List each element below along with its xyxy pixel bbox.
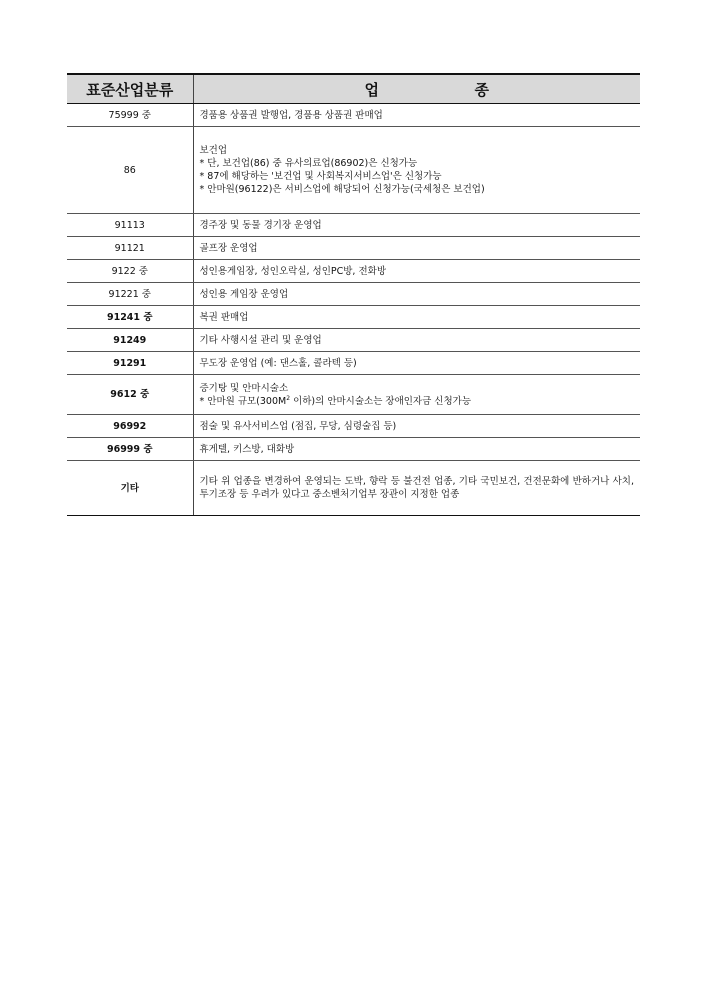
industry-code: 91249 bbox=[67, 329, 193, 352]
industry-code: 91113 bbox=[67, 214, 193, 237]
industry-code: 기타 bbox=[67, 461, 193, 516]
table-row bbox=[67, 352, 640, 375]
industry-desc: 골프장 운영업 bbox=[193, 237, 640, 260]
industry-code: 75999 중 bbox=[67, 104, 193, 127]
table-row bbox=[67, 461, 640, 516]
industry-code: 91241 중 bbox=[67, 306, 193, 329]
industry-desc: 경품용 상품권 발행업, 경품용 상품권 판매업 bbox=[193, 104, 640, 127]
table-header-row bbox=[67, 74, 640, 104]
industry-desc: 휴게텔, 키스방, 대화방 bbox=[193, 438, 640, 461]
industry-desc: 복권 판매업 bbox=[193, 306, 640, 329]
table-row bbox=[67, 104, 640, 127]
table-row bbox=[67, 415, 640, 438]
desc-line: 증기탕 및 안마시술소 bbox=[199, 382, 289, 394]
industry-code: 9122 중 bbox=[67, 260, 193, 283]
desc-paragraph: 기타 위 업종을 변경하여 운영되는 도박, 향락 등 불건전 업종, 기타 국민보건, 건전문화에 반하거나 사치, 투기조장 등 우려가 있다고 중소벤처기업부 장관이 지정한 업종 bbox=[199, 476, 634, 500]
table-row bbox=[67, 375, 640, 415]
table-row bbox=[67, 127, 640, 214]
desc-line: 보건업 bbox=[199, 145, 228, 156]
header-desc-word-1: 업 bbox=[364, 80, 379, 99]
industry-code: 86 bbox=[67, 127, 193, 214]
table-row bbox=[67, 260, 640, 283]
industry-code: 91121 bbox=[67, 237, 193, 260]
industry-code: 91221 중 bbox=[67, 283, 193, 306]
table-row bbox=[67, 329, 640, 352]
industry-desc: 성인용게임장, 성인오락실, 성인PC방, 전화방 bbox=[193, 260, 640, 283]
industry-code: 96999 중 bbox=[67, 438, 193, 461]
table-row bbox=[67, 306, 640, 329]
desc-line: * 안마원(96122)은 서비스업에 해당되어 신청가능(국세청은 보건업) bbox=[199, 184, 485, 195]
table-row bbox=[67, 214, 640, 237]
industry-desc bbox=[193, 375, 640, 415]
header-desc bbox=[193, 74, 640, 104]
industry-desc bbox=[193, 127, 640, 214]
industry-code: 91291 bbox=[67, 352, 193, 375]
desc-line: * 단, 보건업(86) 중 유사의료업(86902)은 신청가능 bbox=[199, 158, 418, 169]
desc-line-part: * 안마원 규모(300M bbox=[199, 395, 287, 407]
desc-line bbox=[200, 395, 635, 408]
header-code: 표준산업분류 bbox=[67, 74, 193, 104]
desc-line-part: 이하)의 안마시술소는 장애인자금 신청가능 bbox=[290, 395, 472, 407]
excluded-industries-table bbox=[67, 73, 640, 516]
table-row bbox=[67, 438, 640, 461]
industry-desc: 성인용 게임장 운영업 bbox=[193, 283, 640, 306]
table-row bbox=[67, 237, 640, 260]
industry-desc: 점술 및 유사서비스업 (점집, 무당, 심령술집 등) bbox=[193, 415, 640, 438]
industry-desc bbox=[193, 461, 640, 516]
industry-desc: 무도장 운영업 (예: 댄스홀, 콜라텍 등) bbox=[193, 352, 640, 375]
header-desc-word-2: 종 bbox=[474, 80, 489, 99]
industry-desc: 경주장 및 동물 경기장 운영업 bbox=[193, 214, 640, 237]
industry-code: 96992 bbox=[67, 415, 193, 438]
industry-desc: 기타 사행시설 관리 및 운영업 bbox=[193, 329, 640, 352]
table-row bbox=[67, 283, 640, 306]
superscript-two: 2 bbox=[286, 394, 291, 402]
desc-line: * 87에 해당하는 '보건업 및 사회복지서비스업'은 신청가능 bbox=[199, 171, 442, 182]
industry-code: 9612 중 bbox=[67, 375, 193, 415]
